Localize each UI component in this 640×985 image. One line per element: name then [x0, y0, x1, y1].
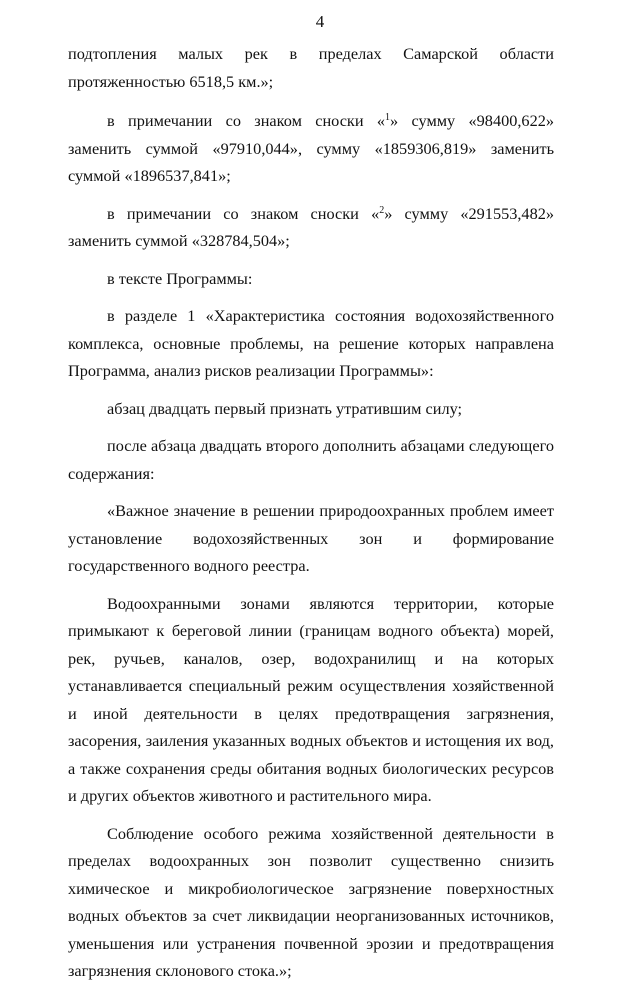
inserted-paragraph-1: «Важное значение в решении природоохранных проблем имеет установление водохозяйственных зон и формирование государственного водного реестра.	[68, 501, 554, 575]
footnote-2-mark: 2	[379, 204, 385, 216]
footnote-1-amendment	[68, 107, 554, 190]
inserted-paragraph-2: Водоохранными зонами являются территории, которые примыкают к береговой линии (границам водного объекта) морей, рек, ручьев, каналов, озер, водохранилищ и на которых устанавливается специальный режим осуществления хозяйственной и иной деятельности в целях предотвращения загрязнения, засорения, заиления указанных водных объектов и истощения их вод, а также сохранения среды обитания водных биологических ресурсов и других объектов животного и растительного мира.	[68, 593, 554, 805]
footnote-1-text-before: в примечании со знаком сноски «	[107, 111, 386, 130]
footnote-2-amendment	[68, 200, 554, 255]
inserted-paragraph-3: Соблюдение особого режима хозяйственной деятельности в пределах водоохранных зон позволит существенно снизить химическое и микробиологическое загрязнение поверхностных водных объектов за счет ликвидации неорганизованных источников, уменьшения или устранения почвенной эрозии и предотвращения загрязнения склонового стока.»;	[68, 823, 554, 980]
footnote-2-text-after: » сумму «291553,482» заменить суммой «328784,504»;	[68, 203, 554, 250]
footnote-2-text-before: в примечании со знаком сноски «	[107, 203, 380, 223]
paragraph-21-amendment: абзац двадцать первый признать утратившим силу;	[107, 398, 463, 418]
paragraph-22-amendment: после абзаца двадцать второго дополнить абзацами следующего содержания:	[68, 436, 554, 483]
section-1-amendment: в разделе 1 «Характеристика состояния водохозяйственного комплекса, основные проблемы, на решение которых направлена Программа, анализ рисков реализации Программы»:	[68, 306, 554, 380]
quote-continuation: подтопления малых рек в пределах Самарской области протяженностью 6518,5 км.»;	[68, 44, 554, 91]
page-number: 4	[315, 12, 325, 31]
footnote-1-text-after: » сумму «98400,622» заменить суммой «97910,044», сумму «1859306,819» заменить суммой «1896537,841»;	[68, 111, 554, 185]
program-text-heading: в тексте Программы:	[107, 268, 253, 288]
footnote-1-mark: 1	[385, 112, 391, 123]
document-body	[68, 40, 554, 985]
